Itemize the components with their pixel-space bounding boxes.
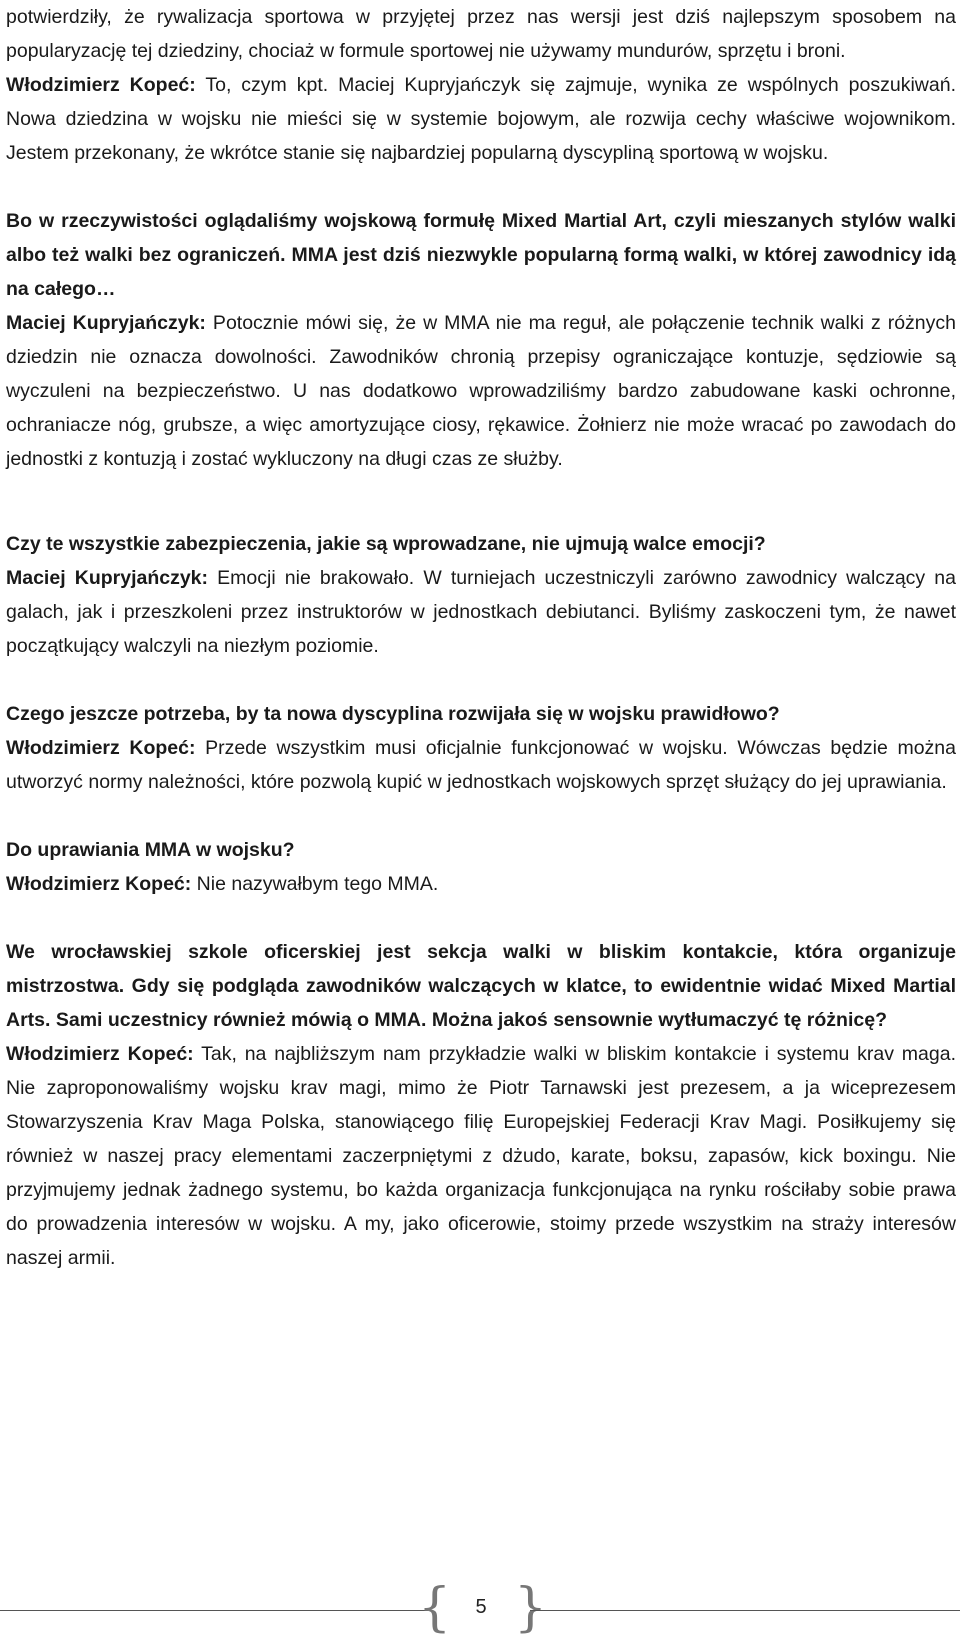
answer-text: Potocznie mówi się, że w MMA nie ma reguł, ale połączenie technik walki z różnych dziedzin nie oznacza dowolności. Zawodników chronią przepisy ograniczające kontuzje, sędziowie są wyczuleni na bezpieczeństwo. U nas dodatkowo wprowadziliśmy bardzo zabudowane kaski ochronne, ochraniacze nóg, grubsze, a więc amortyzujące ciosy, rękawice. Żołnierz nie może wracać po zawodach do jednostki z kontuzją i zostać wykluczony na długi czas ze służby. xyxy=(6,312,956,470)
page-number: 5 xyxy=(475,1596,487,1618)
right-brace-icon: } xyxy=(514,1578,548,1638)
spacer xyxy=(6,476,956,510)
spacer xyxy=(6,170,956,204)
left-brace-icon: { xyxy=(418,1578,452,1638)
answer-text: Nie nazywałbym tego MMA. xyxy=(191,873,439,895)
answer-mma-army xyxy=(6,867,956,901)
question-emotions: Czy te wszystkie zabezpieczenia, jakie są wprowadzane, nie ujmują walce emocji? xyxy=(6,533,766,555)
answer-wroclaw xyxy=(6,1037,956,1275)
answer-mma xyxy=(6,306,956,476)
question-mma: Bo w rzeczywistości oglądaliśmy wojskową formułę Mixed Martial Art, czyli mieszanych stylów walki albo też walki bez ograniczeń. MMA jest dziś niezwykle popularną formą walki, w której zawodnicy idą na całego… xyxy=(6,210,956,300)
paragraph-answer-kopec xyxy=(6,68,956,170)
footer-rule-left xyxy=(0,1610,428,1611)
answer-development xyxy=(6,731,956,799)
answer-text: Tak, na najbliższym nam przykładzie walki w bliskim kontakcie i systemu krav maga. Nie zaproponowaliśmy wojsku krav magi, mimo że Piotr Tarnawski jest prezesem, a ja wiceprezesem Stowarzyszenia Krav Maga Polska, stanowiącego filię Europejskiej Federacji Krav Magi. Posiłkujemy się również w naszej pracy elementami zaczerpniętymi z dżudo, karate, boksu, zapasów, kick boxingu. Nie przyjmujemy jednak żadnego systemu, bo każda organizacja funkcjonująca na rynku rościłaby sobie prawa do prowadzenia interesów w wojsku. A my, jako oficerowie, stoimy przede wszystkim na straży interesów naszej armii. xyxy=(6,1043,957,1269)
footer-rule-right xyxy=(530,1610,960,1611)
speaker-label: Włodzimierz Kopeć: xyxy=(6,737,196,759)
speaker-label: Maciej Kupryjańczyk: xyxy=(6,312,206,334)
answer-text: Emocji nie brakowało. W turniejach uczestniczyli zarówno zawodnicy walczący na galach, jak i przeszkoleni przez instruktorów w jednostkach debiutanci. Byliśmy zaskoczeni tym, że nawet początkujący walczyli na niezłym poziomie. xyxy=(6,567,956,657)
answer-text: Przede wszystkim musi oficjalnie funkcjonować w wojsku. Wówczas będzie można utworzyć normy należności, które pozwolą kupić w jednostkach wojskowych sprzęt służący do jej uprawiania. xyxy=(6,737,956,793)
question-development: Czego jeszcze potrzeba, by ta nowa dyscyplina rozwijała się w wojsku prawidłowo? xyxy=(6,703,780,725)
spacer xyxy=(6,901,956,935)
question-mma-army: Do uprawiania MMA w wojsku? xyxy=(6,839,295,861)
speaker-label: Włodzimierz Kopeć: xyxy=(6,1043,194,1065)
question-wroclaw: We wrocławskiej szkole oficerskiej jest sekcja walki w bliskim kontakcie, która organizuje mistrzostwa. Gdy się podgląda zawodników walczących w klatce, to ewidentnie widać Mixed Martial Arts. Sami uczestnicy również mówią o MMA. Można jakoś sensownie wytłumaczyć tę różnicę? xyxy=(6,941,956,1031)
spacer xyxy=(6,663,956,697)
speaker-label: Włodzimierz Kopeć: xyxy=(6,873,192,895)
spacer xyxy=(6,799,956,833)
paragraph-intro: potwierdziły, że rywalizacja sportowa w przyjętej przez nas wersji jest dziś najlepszym sposobem na popularyzację tej dziedziny, chociaż w formule sportowej nie używamy mundurów, sprzętu i broni. xyxy=(6,6,956,62)
page-footer xyxy=(0,1578,960,1638)
spacer xyxy=(6,510,956,527)
speaker-label: Maciej Kupryjańczyk: xyxy=(6,567,209,589)
answer-emotions xyxy=(6,561,956,663)
speaker-label: Włodzimierz Kopeć: xyxy=(6,74,196,96)
answer-text: To, czym kpt. Maciej Kupryjańczyk się zajmuje, wynika ze wspólnych poszukiwań. Nowa dziedzina w wojsku nie mieści się w systemie bojowym, ale rozwija cechy właściwe wojownikom. Jestem przekonany, że wkrótce stanie się najbardziej popularną dyscypliną sportową w wojsku. xyxy=(6,74,956,164)
document-page xyxy=(6,0,956,1275)
